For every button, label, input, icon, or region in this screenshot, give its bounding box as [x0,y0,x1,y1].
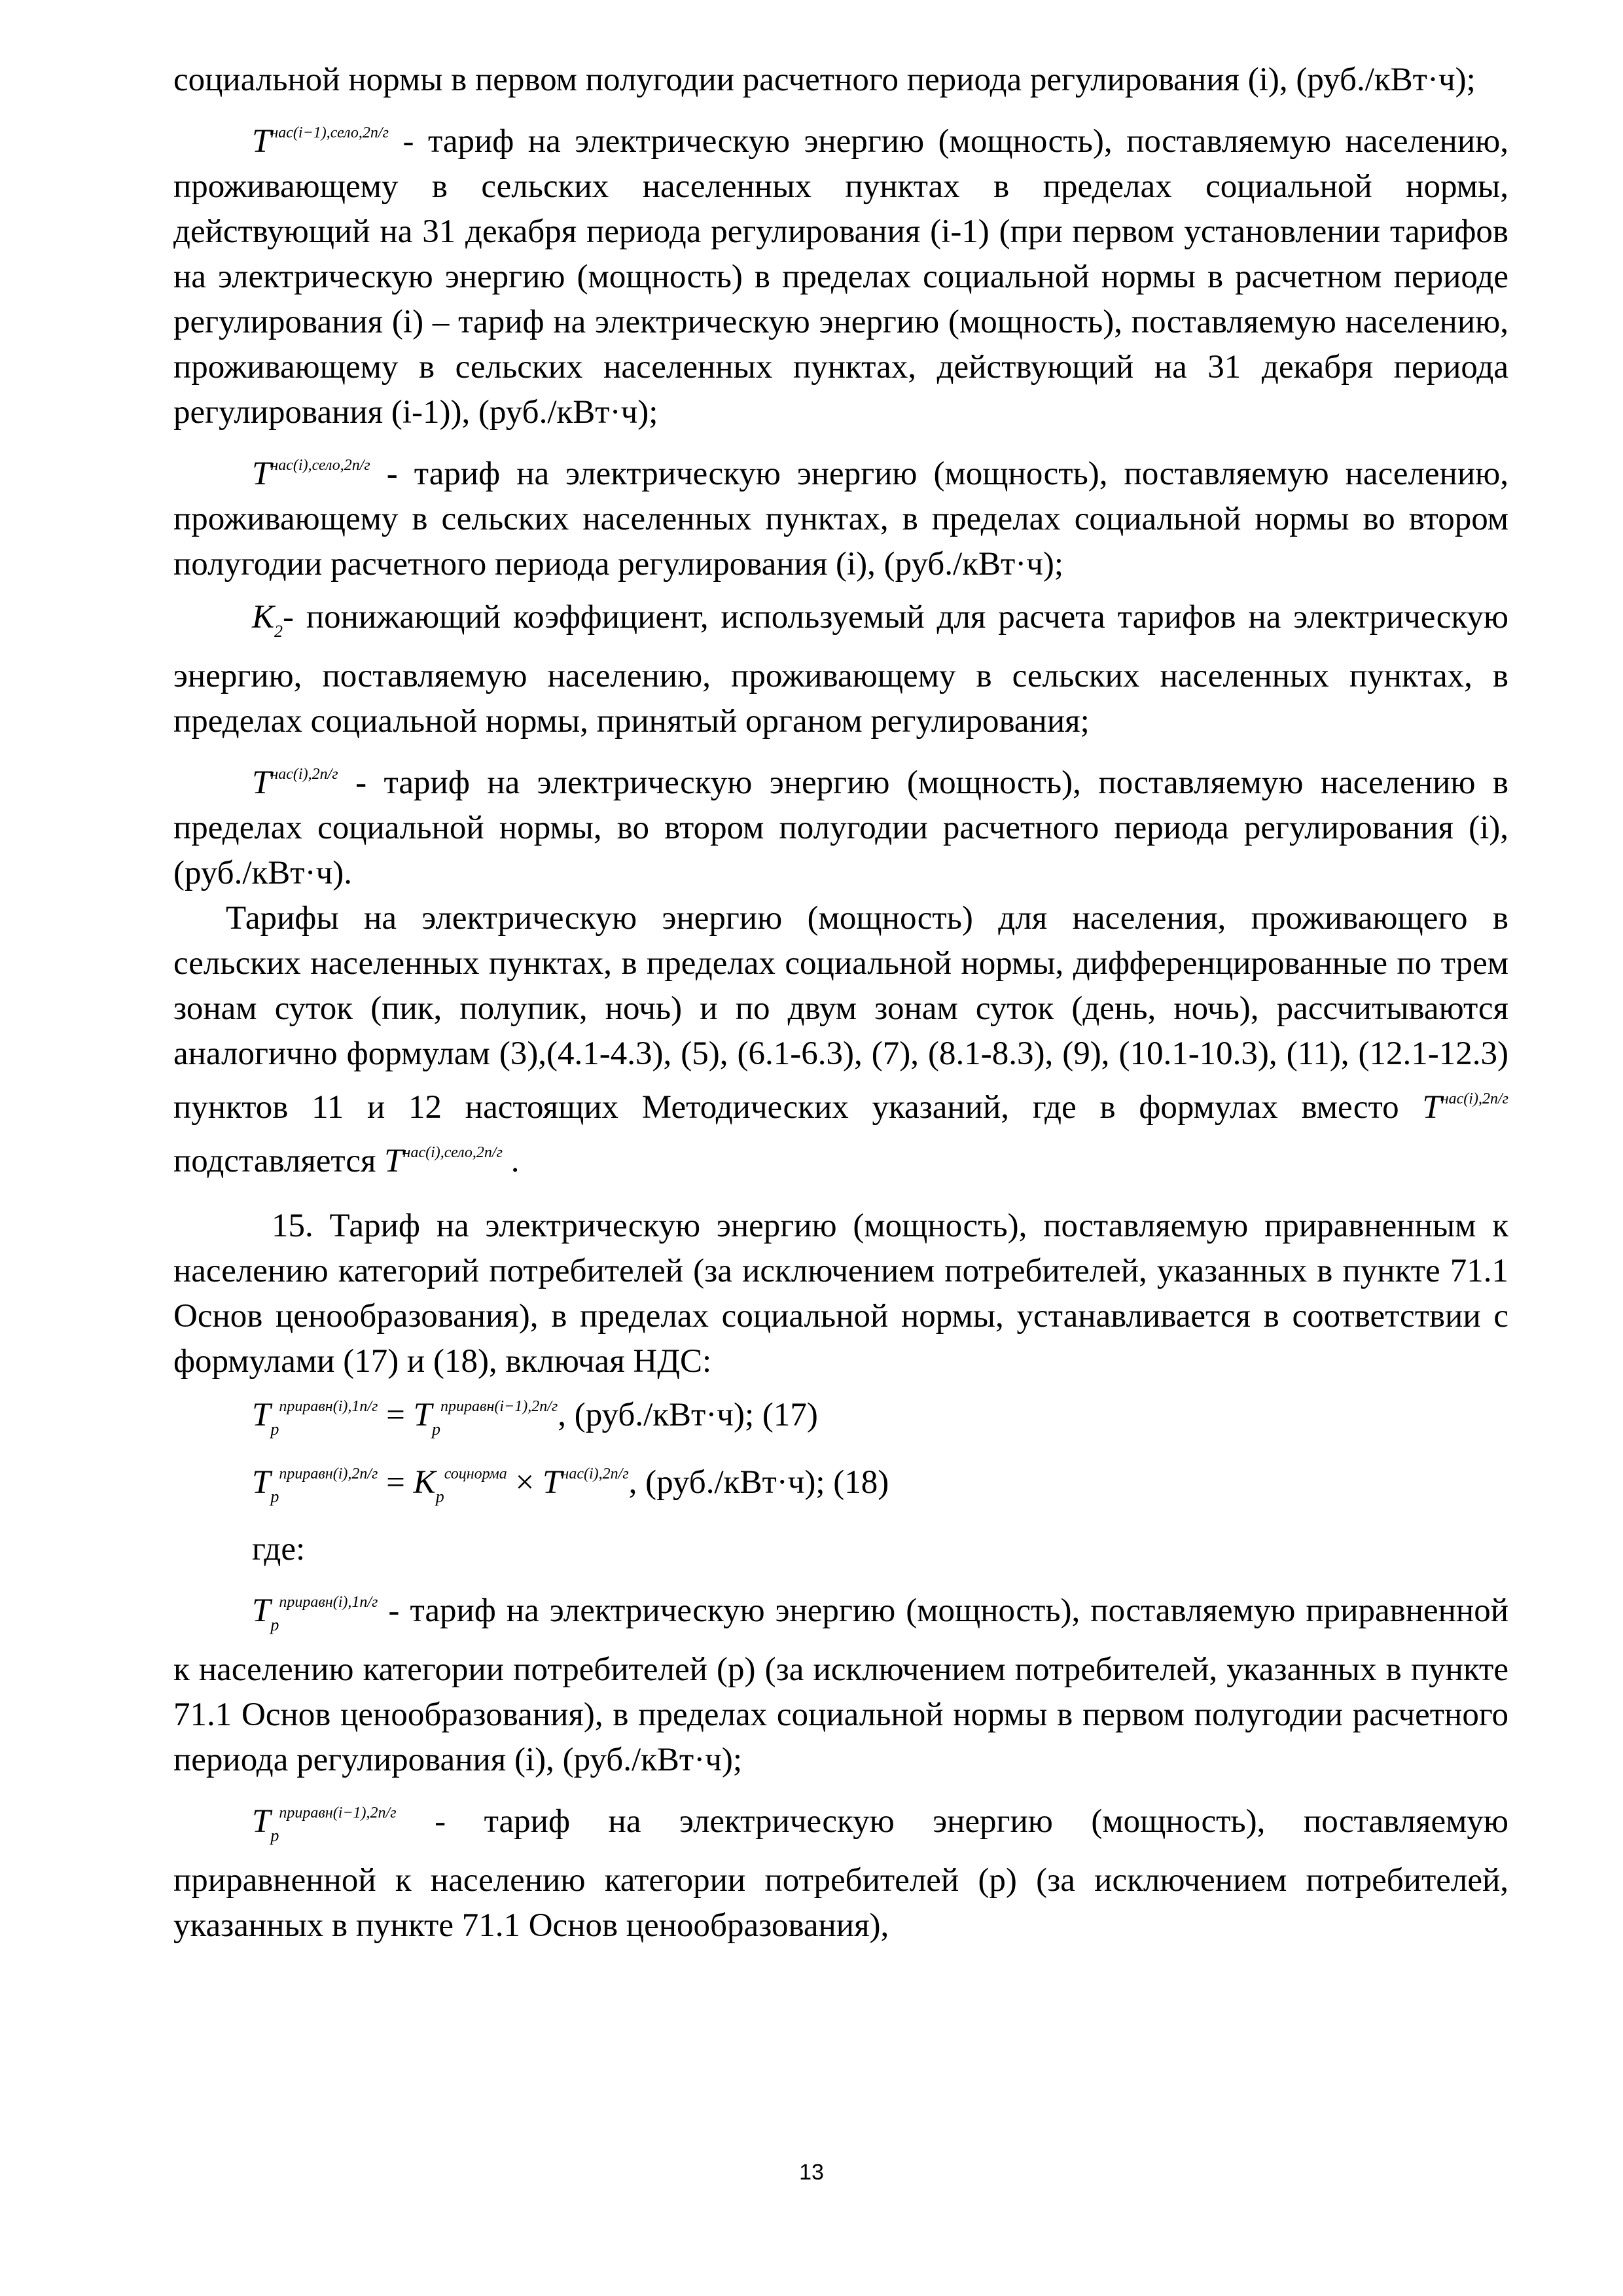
page-number: 13 [799,2160,824,2185]
paragraph-zones: Тарифы на электрическую энергию (мощность) для населения, проживающего в сельских населенных пунктах, в пределах социальной нормы, дифференцированные по трем зонам суток (пик, полупик, ночь) и по двум зонам суток (день, ночь), рассчитываются аналогично формулам (3),(4.1-4.3), (5), (6.1-6.3), (7), (8.1-8.3), (9), (10.1-10.3), (11), (12.1-12.3) пунктов 11 и 12 настоящих Методических указаний, где в формулах вместо $T^{нас(i),2п/г}$ подставляется $T^{нас(i),село,2п/г}$ . [173,900,1508,1179]
document-body [173,58,1508,1948]
definition-k2: $K_2-$ понижающий коэффициент, используемый для расчета тарифов на электрическую энергию, поставляемую населению, проживающему в сельских населенных пунктах, в пределах социальной нормы, принятый органом регулирования; [173,599,1508,740]
formula: $T^{нас(i-1),село,2п/г}$ [252,123,389,160]
definition-tariff-rural-prev: $T^{нас(i-1),село,2п/г}$ - тариф на электрическую энергию (мощность), поставляемую населению, проживающему в сельских населенных пунктах в пределах социальной нормы, действующий на 31 декабря периода регулирования (i-1) (при первом установлении тарифов на электрическую энергию (мощность) в пределах социальной нормы в расчетном периоде регулирования (i) – тариф на электрическую энергию (мощность), поставляемую населению, проживающему в сельских населенных пунктах, действующий на 31 декабря периода регулирования (i-1)), (руб./кВт·ч); [173,123,1508,431]
formula: $K_2$ [252,599,283,641]
definition-tariff-second-half: $T^{нас(i),2п/г}$ - тариф на электрическую энергию (мощность), поставляемую населению в пределах социальной нормы, во втором полугодии расчетного периода регулирования (i), (руб./кВт·ч). [173,764,1508,891]
where-label: где: [252,1531,306,1568]
formula: $T^{нас(i),2п/г}$ [252,764,338,801]
definition-equated-first-half: $T_p^{приравн(i),1п/г}$ - тариф на электрическую энергию (мощность), поставляемую приравненной к населению категории потребителей (p) (за исключением потребителей, указанных в пункте 71.1 Основ ценообразования), в пределах социальной нормы в первом полугодии расчетного периода регулирования (i), (руб./кВт·ч); [173,1592,1508,1778]
paragraph: социальной нормы в первом полугодии расчетного периода регулирования (i), (руб./кВт·ч); [173,62,1476,98]
formula: $T_p^{приравн(i-1),2п/г}$ [252,1803,397,1845]
formula: $T^{нас(i),село,2п/г}$ [384,1143,503,1179]
definition-tariff-rural-second-half: $T^{нас(i),село,2п/г}$ - тариф на электрическую энергию (мощность), поставляемую населению, проживающему в сельских населенных пунктах, в пределах социальной нормы во втором полугодии расчетного периода регулирования (i), (руб./кВт·ч); [173,456,1508,583]
equation-18: $T_p^{приравн(i),2п/г} = K_p^{соцнорма} \times T^{нас(i),2п/г}$, (руб./кВт·ч); (18) [252,1464,889,1506]
definition-equated-prev: $T_p^{приравн(i-1),2п/г}$ - тариф на электрическую энергию (мощность), поставляемую приравненной к населению категории потребителей (p) (за исключением потребителей, указанных в пункте 71.1 Основ ценообразования), [173,1803,1508,1944]
formula: $T^{нас(i),2п/г}$ [1422,1089,1508,1126]
formula: $T_p^{приравн(i),1п/г}$ [252,1592,378,1634]
formula: $T^{нас(i),село,2п/г}$ [252,456,370,492]
equation-17: $T_p^{приравн(i),1п/г} = T_p^{приравн(i-1),2п/г}$, (руб./кВт·ч); (17) [252,1397,818,1439]
paragraph-section-15: 15. Тариф на электрическую энергию (мощность), поставляемую приравненным к населению категорий потребителей (за исключением потребителей, указанных в пункте 71.1 Основ ценообразования), в пределах социальной нормы, устанавливается в соответствии с формулами (17) и (18), включая НДС: [173,1208,1508,1380]
